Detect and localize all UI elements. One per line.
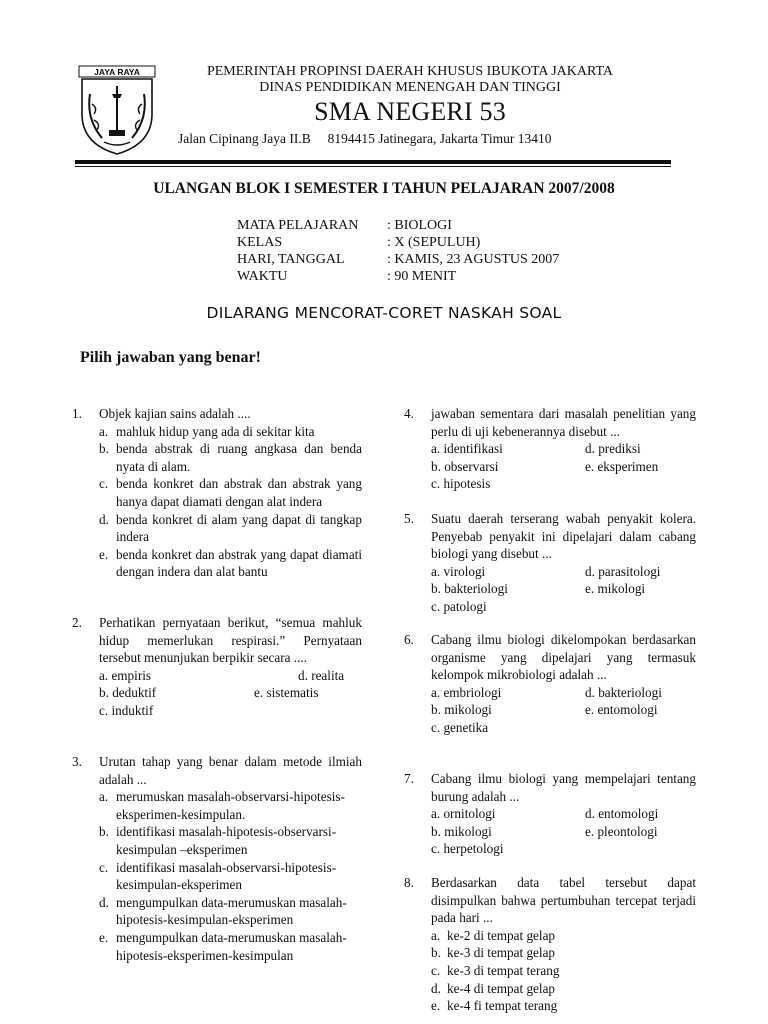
question-6 bbox=[404, 631, 696, 737]
option-letter: a. bbox=[99, 423, 109, 439]
option: b. mikologi bbox=[431, 702, 492, 718]
info-value: : BIOLOGI bbox=[387, 218, 452, 233]
svg-text:JAYA RAYA: JAYA RAYA bbox=[94, 67, 140, 77]
question-stem: jawaban sementara dari masalah penelitian yang perlu di uji kebenerannya disebut ... bbox=[431, 406, 696, 439]
option: a. embriologi bbox=[431, 684, 502, 700]
option-pair bbox=[431, 458, 696, 476]
info-value: : X (SEPULUH) bbox=[387, 235, 481, 250]
question-stem: Objek kajian sains adalah .... bbox=[99, 406, 251, 421]
option-letter: e. bbox=[431, 998, 441, 1014]
option: e. pleontologi bbox=[585, 823, 658, 839]
option bbox=[99, 475, 362, 510]
question-1 bbox=[72, 405, 362, 581]
question-stem: Berdasarkan data tabel tersebut dapat disimpulkan bahwa pertumbuhan tercepat terjadi pada hari ... bbox=[431, 875, 696, 926]
option-text: ke-4 fi tempat terang bbox=[447, 998, 558, 1014]
option: c. herpetologi bbox=[431, 841, 504, 857]
option: c. genetika bbox=[431, 719, 489, 735]
option-letter: b. bbox=[99, 824, 109, 840]
question-stem: Cabang ilmu biologi dikelompokan berdasarkan organisme yang dipelajari yang termasuk kelompok mikrobiologi adalah ... bbox=[431, 632, 696, 683]
option-text: merumuskan masalah-observarsi-hipotesis-eksperimen-kesimpulan. bbox=[116, 789, 345, 822]
option bbox=[99, 546, 362, 581]
option: d. entomologi bbox=[585, 806, 659, 822]
option: d. realita bbox=[298, 667, 345, 683]
option-letter: e. bbox=[99, 929, 109, 945]
option: b. bakteriologi bbox=[431, 581, 508, 597]
option-pair bbox=[99, 702, 362, 720]
warning-text: DILARANG MENCORAT-CORET NASKAH SOAL bbox=[206, 304, 562, 322]
option-letter: c. bbox=[99, 476, 109, 492]
question-number: 5. bbox=[404, 511, 414, 526]
option-letter: d. bbox=[99, 511, 109, 527]
question-number: 3. bbox=[72, 754, 82, 769]
option bbox=[99, 823, 362, 858]
question-number: 8. bbox=[404, 875, 414, 890]
question-number: 4. bbox=[404, 406, 414, 421]
instruction-text: Pilih jawaban yang benar! bbox=[80, 349, 261, 366]
question-number: 7. bbox=[404, 771, 414, 786]
option-pair bbox=[431, 840, 696, 858]
info-label: KELAS bbox=[237, 235, 283, 250]
header-rule-thin bbox=[75, 166, 671, 167]
info-row bbox=[237, 235, 480, 251]
header-rule-thick bbox=[75, 160, 671, 164]
option: c. hipotesis bbox=[431, 476, 491, 492]
option-pair bbox=[99, 684, 362, 702]
option-pair bbox=[431, 475, 696, 493]
option-pair bbox=[431, 440, 696, 458]
option-text: benda abstrak di ruang angkasa dan benda nyata di alam. bbox=[116, 441, 362, 474]
option: d. parasitologi bbox=[585, 563, 661, 579]
question-number: 6. bbox=[404, 632, 414, 647]
option: b. deduktif bbox=[99, 685, 157, 701]
option-text: mahluk hidup yang ada di sekitar kita bbox=[116, 423, 315, 439]
option bbox=[431, 997, 696, 1015]
question-8 bbox=[404, 874, 696, 1015]
option bbox=[99, 894, 362, 929]
option: a. virologi bbox=[431, 563, 486, 579]
option-text: ke-4 di tempat gelap bbox=[447, 980, 556, 996]
question-3 bbox=[72, 753, 362, 964]
option-pair bbox=[431, 563, 696, 581]
option-pair bbox=[431, 805, 696, 823]
option-text: identifikasi masalah-hipotesis-observarsi-kesimpulan –eksperimen bbox=[116, 824, 337, 857]
info-row bbox=[237, 252, 559, 268]
option: b. mikologi bbox=[431, 823, 492, 839]
option-letter: b. bbox=[99, 441, 109, 457]
option-text: ke-2 di tempat gelap bbox=[447, 927, 556, 943]
option-text: benda konkret dan abstrak yang dapat diamati dengan indera dan alat bantu bbox=[116, 546, 362, 580]
option: a. ornitologi bbox=[431, 806, 496, 822]
option bbox=[99, 440, 362, 475]
option-letter: d. bbox=[99, 894, 109, 910]
question-stem: Suatu daerah terserang wabah penyakit kolera. Penyebab penyakit ini dipelajari dalam cabang biologi yang disebut ... bbox=[431, 511, 696, 562]
option-text: identifikasi masalah-observarsi-hipotesis-kesimpulan-eksperimen bbox=[116, 859, 337, 893]
option-text: ke-3 di tempat gelap bbox=[447, 945, 556, 961]
option-letter: b. bbox=[431, 945, 441, 961]
option: c. induktif bbox=[99, 702, 154, 718]
jaya-raya-emblem bbox=[76, 64, 158, 156]
option bbox=[431, 944, 696, 962]
question-stem: Urutan tahap yang benar dalam metode ilmiah adalah ... bbox=[99, 754, 362, 787]
school-address: Jalan Cipinang Jaya II.B 8194415 Jatinegara, Jakarta Timur 13410 bbox=[178, 131, 552, 146]
option-text: mengumpulkan data-merumuskan masalah-hipotesis-eksperimen-kesimpulan bbox=[116, 929, 347, 963]
exam-title: ULANGAN BLOK I SEMESTER I TAHUN PELAJARAN 2007/2008 bbox=[153, 180, 615, 197]
option-pair bbox=[431, 580, 696, 598]
option-letter: e. bbox=[99, 546, 109, 562]
option-letter: c. bbox=[431, 962, 441, 978]
option bbox=[99, 423, 362, 441]
option bbox=[99, 788, 362, 823]
question-4 bbox=[404, 405, 696, 493]
option: e. sistematis bbox=[254, 685, 319, 701]
question-2 bbox=[72, 614, 362, 720]
option-pair bbox=[99, 667, 362, 685]
option-text: mengumpulkan data-merumuskan masalah-hipotesis-kesimpulan-eksperimen bbox=[116, 894, 347, 928]
option: a. identifikasi bbox=[431, 441, 503, 457]
option-letter: a. bbox=[99, 789, 109, 805]
option bbox=[431, 980, 696, 998]
option-text: benda konkret dan abstrak dan abstrak yang hanya dapat diamati dengan alat indera bbox=[116, 476, 362, 509]
school-name: SMA NEGERI 53 bbox=[314, 97, 506, 126]
question-7 bbox=[404, 770, 696, 858]
option bbox=[99, 929, 362, 964]
question-5 bbox=[404, 510, 696, 616]
option-pair bbox=[431, 598, 696, 616]
info-label: HARI, TANGGAL bbox=[237, 252, 345, 267]
government-name: PEMERINTAH PROPINSI DAERAH KHUSUS IBUKOTA JAKARTA bbox=[206, 64, 614, 79]
option-pair bbox=[431, 823, 696, 841]
option-text: ke-3 di tempat terang bbox=[447, 962, 560, 978]
option: e. mikologi bbox=[585, 581, 646, 597]
option: e. entomologi bbox=[585, 702, 658, 718]
option-pair bbox=[431, 701, 696, 719]
option bbox=[99, 859, 362, 894]
option: d. bakteriologi bbox=[585, 684, 662, 700]
option: e. eksperimen bbox=[585, 458, 659, 474]
option bbox=[431, 927, 696, 945]
option bbox=[431, 962, 696, 980]
option: b. observarsi bbox=[431, 458, 499, 474]
option-pair bbox=[431, 684, 696, 702]
question-number: 1. bbox=[72, 406, 82, 421]
option-letter: a. bbox=[431, 927, 441, 943]
option-letter: d. bbox=[431, 980, 441, 996]
option: a. empiris bbox=[99, 667, 152, 683]
option-text: benda konkret di alam yang dapat di tangkap indera bbox=[116, 511, 362, 545]
option bbox=[99, 511, 362, 546]
info-value: : KAMIS, 23 AGUSTUS 2007 bbox=[387, 252, 560, 267]
option: d. prediksi bbox=[585, 441, 641, 457]
question-number: 2. bbox=[72, 615, 82, 630]
option-letter: c. bbox=[99, 859, 109, 875]
department-name: DINAS PENDIDIKAN MENENGAH DAN TINGGI bbox=[259, 80, 561, 95]
info-value: : 90 MENIT bbox=[387, 269, 457, 284]
info-row bbox=[237, 269, 456, 285]
info-label: WAKTU bbox=[237, 269, 288, 284]
question-stem: Perhatikan pernyataan berikut, “semua mahluk hidup memerlukan respirasi.” Pernyataan tersebut menunjukan berpikir secara .... bbox=[99, 615, 362, 666]
info-row bbox=[237, 218, 452, 234]
option: c. patologi bbox=[431, 598, 487, 614]
option-pair bbox=[431, 719, 696, 737]
info-label: MATA PELAJARAN bbox=[237, 218, 359, 233]
question-stem: Cabang ilmu biologi yang mempelajari tentang burung adalah ... bbox=[431, 771, 696, 804]
